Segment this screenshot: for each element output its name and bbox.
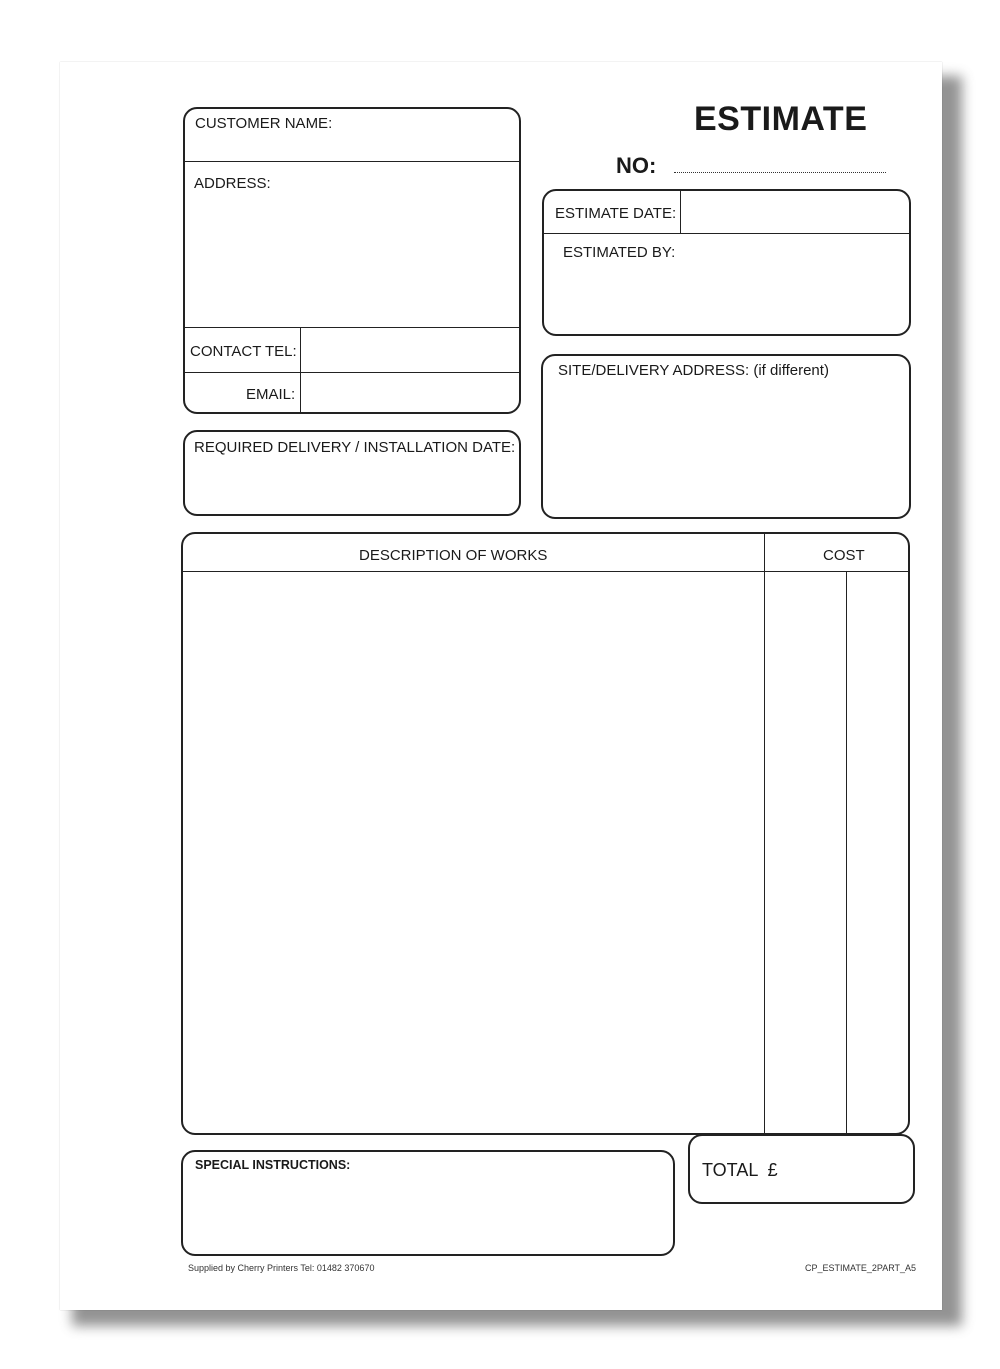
cost-header: COST (823, 547, 865, 564)
customer-name-label: CUSTOMER NAME: (195, 115, 333, 132)
estimate-number-label: NO: (616, 153, 657, 178)
description-field[interactable] (186, 575, 760, 1130)
email-field[interactable] (303, 375, 517, 411)
site-address-label: SITE/DELIVERY ADDRESS: (if different) (558, 362, 829, 379)
address-field[interactable] (190, 196, 515, 324)
special-instructions-field[interactable] (190, 1178, 668, 1248)
works-header-divider (183, 571, 908, 572)
description-cost-divider (764, 534, 765, 1133)
supplier-footer: Supplied by Cherry Printers Tel: 01482 370670 (188, 1263, 375, 1273)
contact-tel-divider (185, 372, 519, 373)
email-label: EMAIL: (246, 386, 296, 403)
estimate-date-field[interactable] (683, 193, 905, 231)
cost-pence-divider (846, 572, 847, 1133)
special-instructions-label: SPECIAL INSTRUCTIONS: (195, 1158, 351, 1172)
cost-pence-field[interactable] (849, 575, 906, 1130)
contact-column-divider (300, 328, 301, 412)
customer-name-divider (185, 161, 519, 162)
contact-tel-label: CONTACT TEL: (190, 343, 297, 360)
description-header: DESCRIPTION OF WORKS (359, 547, 548, 564)
estimated-by-field[interactable] (550, 266, 905, 328)
estimate-date-row-divider (544, 233, 909, 234)
contact-tel-field[interactable] (303, 330, 517, 371)
estimate-date-label: ESTIMATE DATE: (555, 205, 677, 222)
total-label: TOTAL £ (702, 1160, 778, 1180)
required-delivery-label: REQUIRED DELIVERY / INSTALLATION DATE: (194, 439, 516, 456)
estimate-number-field[interactable] (674, 172, 886, 173)
address-divider (185, 327, 519, 328)
total-field[interactable] (785, 1145, 905, 1195)
cost-pounds-field[interactable] (767, 575, 844, 1130)
form-title: ESTIMATE (694, 100, 868, 138)
site-address-field[interactable] (550, 385, 905, 511)
form-code-footer: CP_ESTIMATE_2PART_A5 (805, 1263, 917, 1273)
required-delivery-field[interactable] (190, 462, 515, 510)
estimate-date-divider (680, 191, 681, 233)
estimated-by-label: ESTIMATED BY: (563, 244, 676, 261)
customer-name-field[interactable] (310, 112, 510, 158)
address-label: ADDRESS: (194, 175, 271, 192)
